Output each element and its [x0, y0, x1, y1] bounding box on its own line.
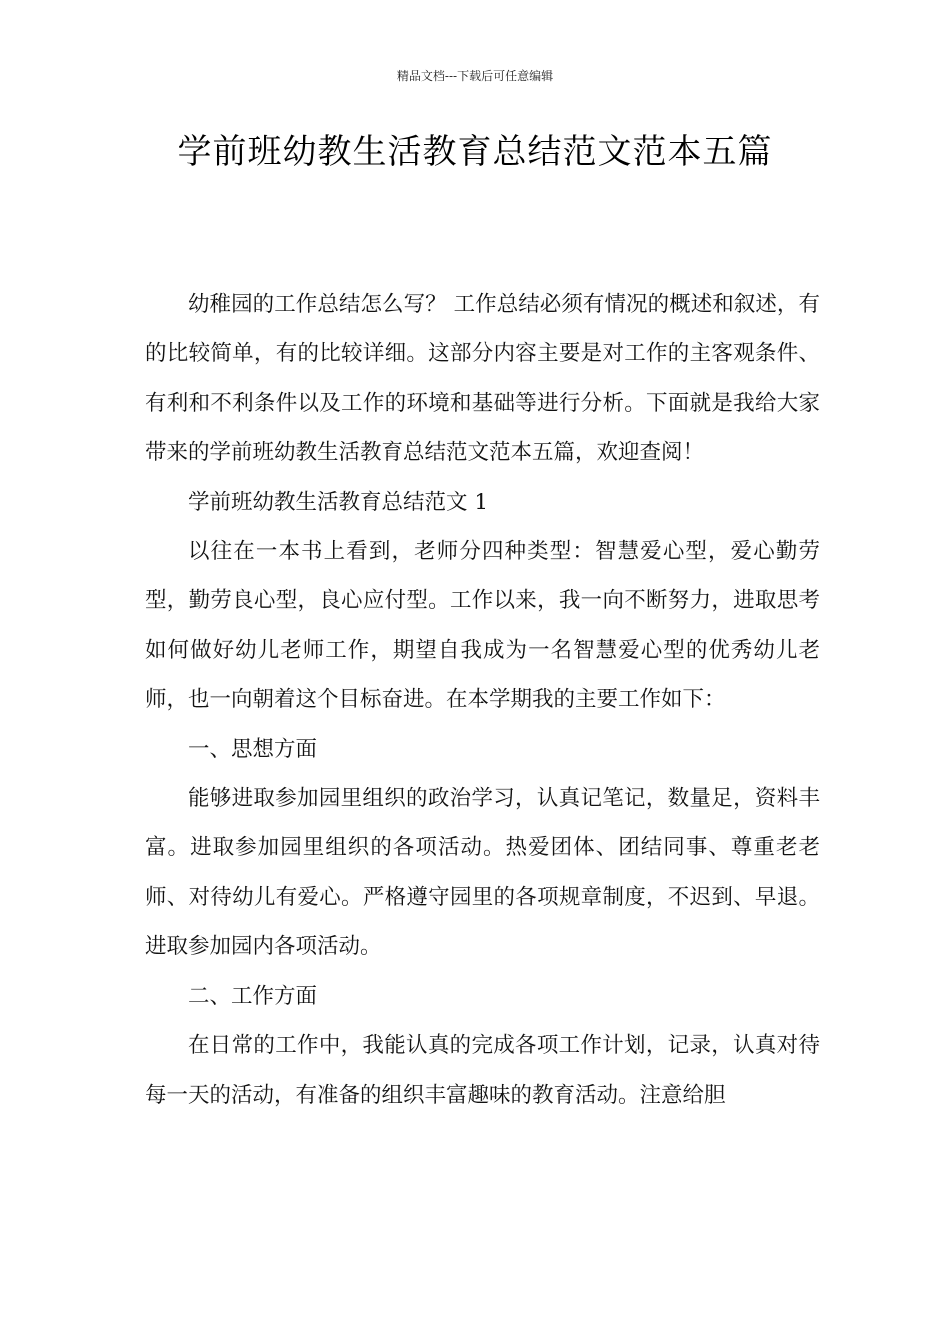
section-title-sample-1: 学前班幼教生活教育总结范文 1 — [188, 489, 489, 515]
section-heading-thought: 一、思想方面 — [188, 736, 318, 762]
document-body — [145, 280, 820, 1120]
document-title: 学前班幼教生活教育总结范文范本五篇 — [177, 132, 773, 172]
body-paragraph: 能够进取参加园里组织的政治学习，认真记笔记，数量足，资料丰富。进取参加园里组织的各项活动。热爱团体、团结同事、尊重老老师、对待幼儿有爱心。严格遵守园里的各项规章制度，不迟到、早退。进取参加园内各项活动。 — [145, 786, 820, 960]
header-note: 精品文档---下载后可任意编辑 — [396, 69, 554, 83]
section-heading-work: 二、工作方面 — [188, 983, 318, 1009]
body-paragraph: 在日常的工作中，我能认真的完成各项工作计划，记录，认真对待每一天的活动，有准备的组织丰富趣味的教育活动。注意给胆 — [145, 1033, 820, 1108]
body-paragraph: 以往在一本书上看到，老师分四种类型：智慧爱心型，爱心勤劳型，勤劳良心型，良心应付型。工作以来，我一向不断努力，进取思考如何做好幼儿老师工作，期望自我成为一名智慧爱心型的优秀幼儿老师，也一向朝着这个目标奋进。在本学期我的主要工作如下： — [145, 539, 820, 713]
intro-paragraph: 幼稚园的工作总结怎么写？ 工作总结必须有情况的概述和叙述，有的比较简单，有的比较详细。这部分内容主要是对工作的主客观条件、有利和不利条件以及工作的环境和基础等进行分析。下面就是我给大家带来的学前班幼教生活教育总结范文范本五篇，欢迎查阅！ — [145, 292, 820, 466]
